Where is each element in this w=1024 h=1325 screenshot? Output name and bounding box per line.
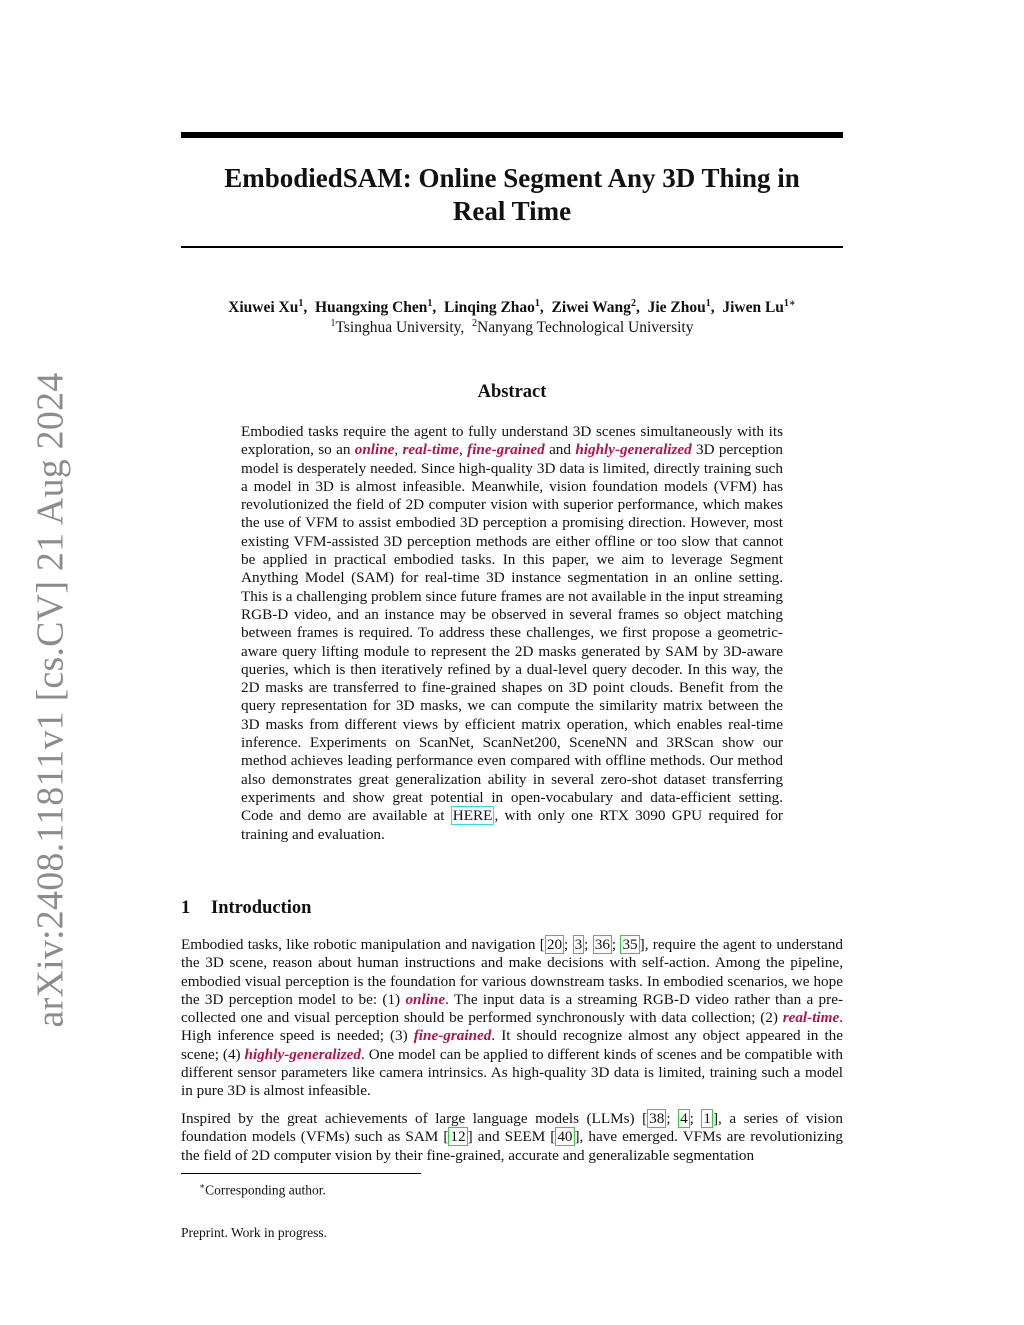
intro-text: . One model can be applied to different kinds of scenes and be compatible with different sensor parameters like camera intrinsics. As high-quality 3D data is limited, training such a model in pure 3D is almost infeasible. bbox=[181, 1045, 843, 1100]
citation-link[interactable]: 38 bbox=[649, 1110, 665, 1127]
citation-link[interactable]: 20 bbox=[546, 936, 563, 953]
intro-text: ] and SEEM [ bbox=[467, 1128, 556, 1146]
title-bottom-rule bbox=[181, 246, 843, 248]
citation-link[interactable]: 3 bbox=[574, 936, 583, 953]
paper-title bbox=[181, 162, 843, 228]
abstract-keyword-real-time: real-time bbox=[402, 441, 460, 459]
intro-text: Inspired by the great achievements of large language models (LLMs) [ bbox=[181, 1110, 648, 1127]
citation-link[interactable]: 1 bbox=[703, 1110, 711, 1127]
author-name: Linqing Zhao bbox=[444, 299, 535, 317]
intro-text: ; bbox=[611, 936, 621, 953]
affiliation-name: Tsinghua University, bbox=[335, 319, 465, 337]
intro-text: ], require the agent to understand the 3D scene, reason about human instructions and make decisions with self-action. Among the pipeline, embodied visual perception is the foundation for various downstream tasks. In embodied scenarios, we hope the 3D perception model to be: (1) bbox=[181, 936, 843, 1008]
code-demo-link[interactable]: HERE bbox=[452, 807, 493, 825]
affiliation-mark: 1 bbox=[330, 318, 336, 329]
intro-text: ; bbox=[564, 936, 573, 953]
intro-keyword-real-time: real-time bbox=[782, 1009, 840, 1027]
intro-text: ], a series of vision foundation models (VFMs) such as SAM [ bbox=[181, 1110, 843, 1146]
citation-link[interactable]: 4 bbox=[680, 1110, 688, 1127]
footnote bbox=[199, 1177, 599, 1200]
author-name: Xiuwei Xu bbox=[228, 299, 299, 317]
arxiv-identifier-text: arXiv:2408.11811v1 [cs.CV] 21 Aug 2024 bbox=[29, 372, 71, 1028]
intro-keyword-highly-generalized: highly-generalized bbox=[244, 1045, 361, 1063]
abstract-text: , with only one RTX 3090 GPU required for training and evaluation. bbox=[241, 807, 783, 843]
abstract-text: , bbox=[459, 441, 468, 459]
intro-text: . The input data is a streaming RGB-D video rather than a pre-collected one and visual perception should be performed synchronously with data collection; (2) bbox=[181, 990, 844, 1027]
intro-text: ; bbox=[689, 1110, 702, 1127]
affiliation-name: Nanyang Technological University bbox=[477, 319, 694, 337]
author-name: Jiwen Lu bbox=[722, 299, 784, 317]
intro-text: ; bbox=[666, 1110, 679, 1127]
affiliation-list bbox=[181, 314, 843, 338]
intro-paragraph-1 bbox=[181, 936, 843, 1101]
abstract-keyword-online: online bbox=[354, 441, 395, 459]
section-number: 1 bbox=[181, 898, 191, 918]
author-name: Huangxing Chen bbox=[314, 299, 428, 317]
abstract-text: and bbox=[544, 441, 576, 459]
footnote-mark: ∗ bbox=[199, 1181, 206, 1191]
section-heading-introduction bbox=[181, 896, 843, 920]
author-affiliation-mark: 1 bbox=[298, 298, 304, 309]
author-name: Ziwei Wang bbox=[551, 299, 631, 317]
abstract-text: , bbox=[394, 441, 403, 459]
author-affiliation-mark: 1 bbox=[427, 298, 433, 309]
citation-link[interactable]: 36 bbox=[594, 936, 610, 953]
title-line-2: Real Time bbox=[452, 196, 572, 226]
footnote-text: Corresponding author. bbox=[205, 1182, 326, 1198]
citation-link[interactable]: 12 bbox=[450, 1128, 466, 1146]
abstract-heading: Abstract bbox=[477, 382, 547, 402]
intro-paragraph-2 bbox=[181, 1110, 843, 1165]
title-top-rule bbox=[181, 132, 843, 138]
author-affiliation-mark: 1 bbox=[705, 298, 711, 309]
abstract-text: Embodied tasks require the agent to fully understand 3D scenes simultaneously with its exploration, so an bbox=[241, 423, 783, 459]
section-title: Introduction bbox=[211, 898, 312, 918]
intro-text: ], have emerged. VFMs are revolutionizing the field of 2D computer vision by their fine-grained, accurate and generalizable segmentation bbox=[181, 1128, 843, 1164]
author-affiliation-mark: 2 bbox=[630, 298, 636, 309]
citation-link[interactable]: 40 bbox=[557, 1128, 573, 1146]
abstract-keyword-fine-grained: fine-grained bbox=[467, 441, 545, 459]
author-list: Xiuwei Xu$^1$, Huangxing Chen$^1$, Linqing Zhao$^1$, Ziwei Wang$^2$, Jie Zhou$^1$, Jiwen $Lu^{1∗}$ bbox=[228, 298, 796, 317]
arxiv-identifier bbox=[0, 372, 100, 1028]
affiliation-mark: 2 bbox=[472, 318, 478, 329]
intro-text: Embodied tasks, like robotic manipulation and navigation [ bbox=[181, 936, 545, 953]
intro-keyword-fine-grained: fine-grained bbox=[413, 1027, 492, 1045]
author-affiliation-mark: 1∗ bbox=[783, 298, 796, 309]
preprint-notice: Preprint. Work in progress. bbox=[181, 1225, 328, 1240]
abstract-body bbox=[241, 423, 783, 844]
intro-keyword-online: online bbox=[405, 990, 446, 1008]
intro-text: ; bbox=[584, 936, 593, 953]
intro-text: . It should recognize almost any object appeared in the scene; (4) bbox=[181, 1027, 843, 1063]
citation-link[interactable]: 35 bbox=[622, 936, 638, 953]
title-line-1: EmbodiedSAM: Online Segment Any 3D Thing in bbox=[224, 163, 800, 193]
abstract-text: 3D perception model is desperately needed. Since high-quality 3D data is limited, directly training such a model in 3D is almost infeasible. Meanwhile, vision foundation models (VFM) has revolutionized the field of 2D computer vision with superior performance, which makes the use of VFM to assist embodied 3D perception a promising direction. However, most existing VFM-assisted 3D perception methods are either offline or too slow that cannot be applied in practical embodied tasks. In this paper, we aim to leverage Segment Anything Model (SAM) for real-time 3D instance segmentation in an online setting. This is a challenging problem since future frames are not available in the input streaming RGB-D video, and an instance may be observed in several frames so object matching between frames is required. To address these challenges, we first propose a geometric-aware query lifting module to represent the 2D masks generated by SAM by 3D-aware queries, which is then iteratively refined by a dual-level query decoder. In this way, the 2D masks are transferred to fine-grained shapes on 3D point clouds. Benefit from the query representation for 3D masks, we can compute the similarity matrix between the 3D masks from different views by efficient matrix operation, which enables real-time inference. Experiments on ScanNet, ScanNet200, SceneNN and 3RScan show our method achieves leading performance even compared with offline methods. Our method also demonstrates great generalization ability in several zero-shot dataset transferring experiments and show great potential in open-vocabulary and data-efficient setting. Code and demo are available at bbox=[241, 441, 784, 825]
author-name: Jie Zhou bbox=[647, 299, 706, 317]
abstract-keyword-highly-generalized: highly-generalized bbox=[575, 441, 692, 459]
author-affiliation-mark: 1 bbox=[534, 298, 540, 309]
footnote-rule bbox=[181, 1173, 421, 1174]
intro-text: . High inference speed is needed; (3) bbox=[181, 1009, 843, 1045]
